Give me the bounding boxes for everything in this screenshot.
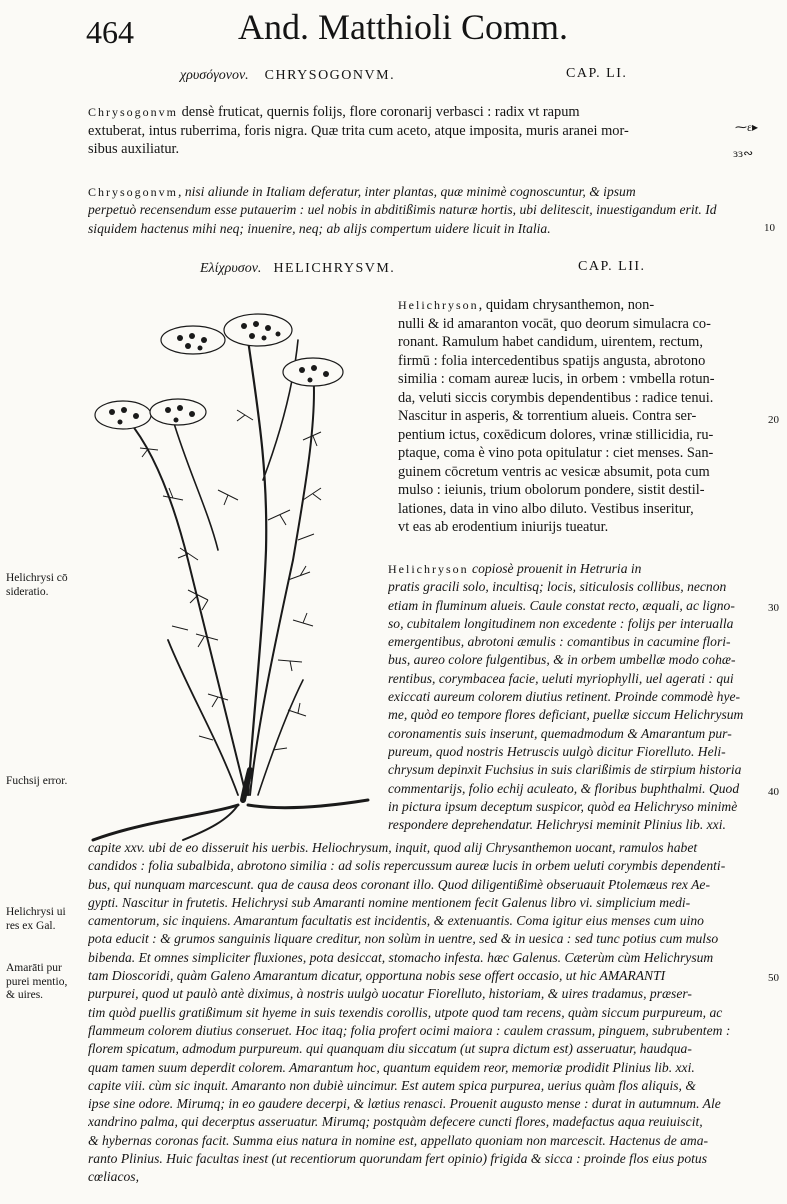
margin-note: Amarāti pur purei mentio, & uires. [6,962,68,1001]
lead-word: Chrysogonvm [88,105,179,119]
latin-name: HELICHRYSVM. [273,261,396,276]
chapter-heading-52 [200,259,395,277]
hand-mark: ɜɜ∾ [733,146,754,160]
commentary-text-52-full: capite xxv. ubi de eo disseruit his uerbis. Heliochrysum, inquit, quod alij Chrysanthemon uocant, ramulos habet candidos : folia subalbida, abrotono similia : ad solis repercussum aureæ lucis in orbem ueluti corymbis dependenti- bus, qui nunquam marcescunt. qua de causa deos coronant illo. Quod diligentißimè obseruauit Ptolemæus rex Ae- gypti. Nascitur in frutetis. Helichrysi sub Amaranti nomine mentionem fecit Galenus libro vi. simplicium medi- camentorum, sic inquiens. Amarantum facultatis est incidentis, & extenuantis. Coma igitur eius menses cum uino pota educit : & grumos sanguinis liquare creditur, non solùm in uentre, sed & in uesica : sed tunc potius cum mulso bibenda. Et omnes simpliciter fluxiones, pota desiccat, stomacho infesta. hæc Galenus. Cæterùm cùm Helichrysum tam Dioscoridi, quàm Galeno Amarantum dicatur, opportuna nobis sese offert occasio, ut hic AMARANTI purpurei, quod ut paulò antè diximus, à nostris uulgò uocatur Fiorelluto, historiam, & uires tradamus, præser- tim quòd puellis gratißimum sit hyeme in suis texendis corollis, utpote quod tam recens, quàm siccum purpureum, ac flammeum colorem diutius conseruet. Hoc itaq; folia profert ocimi maiora : caulem crassum, pinguem, subrubentem : florem spicatum, admodum purpureum. qui quanquam diu siccatum (ut supra dictum est) asseruatur, haudqua- quam tamen suum deperdit colorem. Amarantum hoc, quantum equidem reor, memoriæ prodidit Plinius lib. xxi. capite viii. cùm sic inquit. Amaranto non dubiè uincimur. Est autem spica purpurea, uerius quàm flos aliquis, & ipse sine odore. Mirumq; in eo gaudere decerpi, & lætius renasci. Prouenit augusto mense : durat in autumnum. Ale xandrino palma, qui decerptus asseruatur. Mirumq; postquàm defecere cuncti flores, madefactus aqua reuiuiscit, & hybernas coronas facit. Summa eius natura in nomine est, appellato quoniam non marcescit. Hactenus de ama- ranto Plinius. Huic facultas inest (ut recentiorum quorundam fert opinio) frigida & sicca : proinde flos eius potus cœliacos, [88,839,764,1187]
latin-name: CHRYSOGONVM. [264,68,396,83]
hand-mark: ⁓ɛ▸ [735,120,759,134]
lead-word: Helichryson [388,562,469,576]
lead-word: Chrysogonvm [88,185,179,199]
commentary-text-52-column: Helichryson copiosè prouenit in Hetruria in pratis gracili solo, incultisq; locis, siticulosis collibus, necnon etiam in fluminum alueis. Caule constat recto, æquali, ac ligno- so, cubitalem longitudinem non excedente : folijs per interualla emergentibus, abrotoni æmulis : comantibus in cacumine flori- bus, aureo colore fulgentibus, & in orbem umbellæ modo cohæ- rentibus, corymbacea facie, ueluti myriophylli, uel agerati : qui exiccati aureum colorem diutius retinent. Proinde commodè hye- me, quòd eo tempore flores deficiant, puellæ siccum Helichrysum coronamentis suis inserunt, quemadmodum & Amarantum pur- pureum, quod nostris Hetruscis uulgò dicitur Fiorelluto. Heli- chrysum depinxit Fuchsius in suis clarißimis de stirpium historia commentarijs, folio echij aculeato, & floribus buphthalmi. Quod in pictura ipsum deceptum suspicor, quòd ea Helichryso minimè respondere deprehendatur. Helichrysi meminit Plinius lib. xxi. [388,561,744,833]
dioscorides-text-51: Chrysogonvm densè fruticat, quernis folijs, flore coronarij verbasci : radix vt rapum extuberat, intus ruberrima, foris nigra. Quæ trita cum aceto, atque imposita, muris aranei mor- sibus auxiliatur. [88,104,629,157]
chapter-number: CAP. LII. [578,259,646,274]
greek-name: χρυσόγονον. [180,68,249,83]
line-number: 30 [768,602,779,614]
line-number: 20 [768,414,779,426]
catchword: cœliacos, [88,1169,139,1185]
line-number: 50 [768,972,779,984]
commentary-text-51: Chrysogonvm, nisi aliunde in Italiam deferatur, inter plantas, quæ minimè cognoscuntur, & ipsum perpetuò recensendum esse putauerim : uel nobis in abditißimis naturæ hortis, ubi delitescit, inuestigandum erit. Id siquidem hactenus mihi neq; inuenire, neq; ab alijs compertum uidere licuit in Italia. [88,184,717,236]
margin-note: Helichrysi cō sideratio. [6,572,68,598]
greek-name: Ελίχρυσον. [200,261,262,276]
margin-note: Helichrysi ui res ex Gal. [6,906,66,932]
page-number: 464 [86,14,134,50]
chapter-heading-51 [180,66,395,84]
margin-note: Fuchsij error. [6,775,68,787]
line-number: 10 [764,222,775,234]
helichrysum-woodcut [88,300,378,845]
chapter-number: CAP. LI. [566,66,628,81]
line-number: 40 [768,786,779,798]
lead-word: Helichryson [398,298,479,312]
dioscorides-text-52: Helichryson, quidam chrysanthemon, non- nulli & id amaranton vocāt, quo deorum simulacra co- ronant. Ramulum habet candidum, uirentem, rectum, firmū : folia intercedentibus spatijs angusta, abrotono similia : comam aureæ lucis, in orbem : vmbella rotun- da, veluti siccis corymbis dependentibus : radice tenui. Nascitur in asperis, & torrentium alueis. Contra ser- pentium ictus, coxēdicum dolores, vrinæ stillicidia, ru- ptaque, coma è vino pota opitulatur : ciet menses. San- guinem cōcretum ventris ac vesicæ absumit, pota cum mulso : ieiunis, trium obolorum pondere, sistit destil- lationes, data in vino albo diluto. Vestibus inseritur, vt eas ab erodentium iniurijs tueatur. [398,297,715,535]
running-title: And. Matthioli Comm. [238,7,569,47]
